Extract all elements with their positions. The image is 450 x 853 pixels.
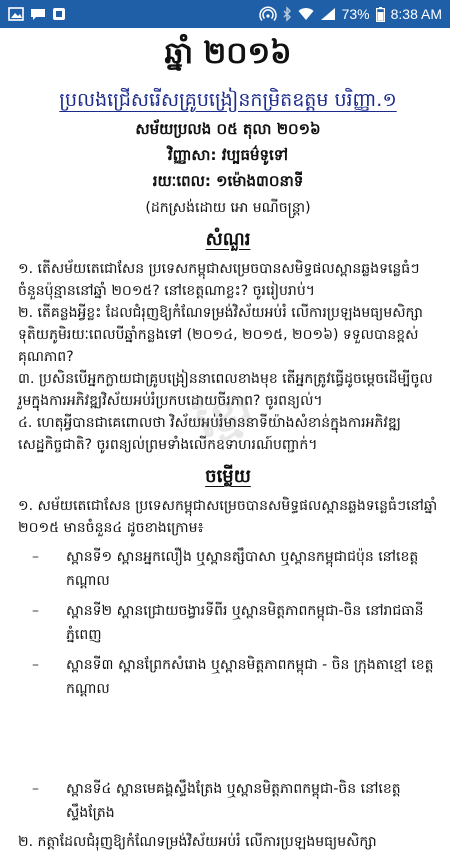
battery-percent: 73% — [341, 6, 370, 22]
clock: 8:38 AM — [390, 6, 442, 22]
bluetooth-icon — [282, 7, 292, 21]
status-bar — [0, 0, 450, 28]
list-item-text: ស្ពានទី១ ស្ពានអ្នកលឿង ឬស្ពានត្សឹបាសា ឬស្ពានកម្ពុជាជប៉ុន នៅខេត្តកណ្តាល — [66, 549, 419, 589]
questions-heading: សំណួរ — [205, 229, 251, 250]
answer-2-start: ២. កត្តាដែលជំរុញឱ្យកំណែទម្រង់វិស័យអប់រំ លើការប្រឡងមធ្យមសិក្សា — [18, 834, 377, 850]
blank-space — [18, 707, 438, 771]
signal-icon — [320, 7, 336, 21]
dash-bullet: – — [32, 603, 39, 619]
exam-date: សម័យប្រលង ០៥ តុលា ២០១៦ — [135, 120, 321, 138]
battery-icon — [376, 7, 385, 22]
list-item — [18, 653, 438, 701]
answers-heading: ចម្លើយ — [205, 466, 251, 487]
list-item-text: ស្ពានទី៤ ស្ពានមេគង្គស្ទឹងត្រែង ឬស្ពានមិត្តភាពកម្ពុជា-ចិន នៅខេត្តស្ទឹងត្រែង — [66, 781, 401, 821]
status-bar-right — [260, 6, 442, 22]
list-item — [18, 545, 438, 593]
wifi-icon — [298, 7, 314, 21]
list-item — [18, 599, 438, 647]
dash-bullet: – — [32, 781, 39, 797]
exam-duration: រយៈពេល: ១ម៉ោង៣០នាទី — [152, 172, 304, 190]
status-bar-left — [8, 7, 66, 21]
watermark-logo: ខ្មែរ — [190, 383, 260, 450]
compiled-by: (ដកស្រង់ដោយ អោ មណីចន្ត្រា) — [145, 200, 311, 216]
question-1: ១. តើសម័យតេជោសែន ប្រទេសកម្ពុជាសម្រេចបានសមិទ្ធផលស្ពានឆ្លងទន្លេធំៗ ចំនួនប៉ុន្មាននៅឆ្នាំ ២០១៥? នៅខេត្តណាខ្លះ? ចូររៀបរាប់។ — [18, 261, 420, 299]
exam-subtitle: ប្រលងជ្រើសរើសគ្រូបង្រៀនកម្រិតឧត្តម បរិញ្ញា.១ — [59, 89, 397, 111]
exam-subject: វិញ្ញាសា: វប្បធម៌ទូទៅ — [167, 146, 289, 164]
answer-1-intro: ១. សម័យតេជោសែន ប្រទេសកម្ពុជាសម្រេចបានសមិទ្ធផលស្ពានឆ្លងទន្លេធំៗនៅឆ្នាំ ២០១៥ មានចំនួន៤ ដូចខាងក្រោម៖ — [18, 498, 438, 536]
chat-icon — [30, 7, 46, 21]
question-4: ៤. ហេតុអ្វីបានជាគេពោលថា វិស័យអប់រំមាននាទីយ៉ាងសំខាន់ក្នុងការអភិវឌ្ឍសេដ្ឋកិច្ចជាតិ? ចូរពន្យល់ព្រមទាំងលើកឧទាហរណ៍បញ្ជាក់។ — [18, 415, 401, 453]
list-item — [18, 777, 438, 825]
question-3: ៣. ប្រសិនបើអ្នកក្លាយជាគ្រូបង្រៀននាពេលខាងមុខ តើអ្នកត្រូវធ្វើដូចម្តេចដើម្បីចូលរួមក្នុងការអភិវឌ្ឍវិស័យអប់រំប្រកបដោយចីរភាព? ចូរពន្យល់។ — [18, 371, 433, 409]
dash-bullet: – — [32, 549, 39, 565]
app-icon — [52, 7, 66, 21]
list-item-text: ស្ពានទី៣ ស្ពានព្រែកសំរោង ឬស្ពានមិត្តភាពកម្ពុជា - ចិន ក្រុងតាខ្មៅ ខេត្តកណ្តាល — [66, 657, 434, 697]
image-icon — [8, 7, 24, 21]
question-2: ២. តើគន្លងអ្វីខ្លះ ដែលជំរុញឱ្យកំណែទម្រង់វិស័យអប់រំ លើការប្រឡងមធ្យមសិក្សាទុតិយភូមិរយៈពេលបីឆ្នាំកន្លងទៅ (២០១៤, ២០១៥, ២០១៦) ទទួលបានខ្ពស់គុណភាព? — [18, 305, 423, 365]
page-title: ឆ្នាំ ២០១៦ — [164, 36, 292, 71]
wifi-hotspot-icon — [260, 7, 276, 21]
list-item-text: ស្ពានទី២ ស្ពានជ្រោយចង្វារទីពីរ ឬស្ពានមិត្តភាពកម្ពុជា-ចិន នៅរាជធានីភ្នំពេញ — [66, 603, 424, 643]
document-content[interactable] — [0, 28, 450, 850]
dash-bullet: – — [32, 657, 39, 673]
